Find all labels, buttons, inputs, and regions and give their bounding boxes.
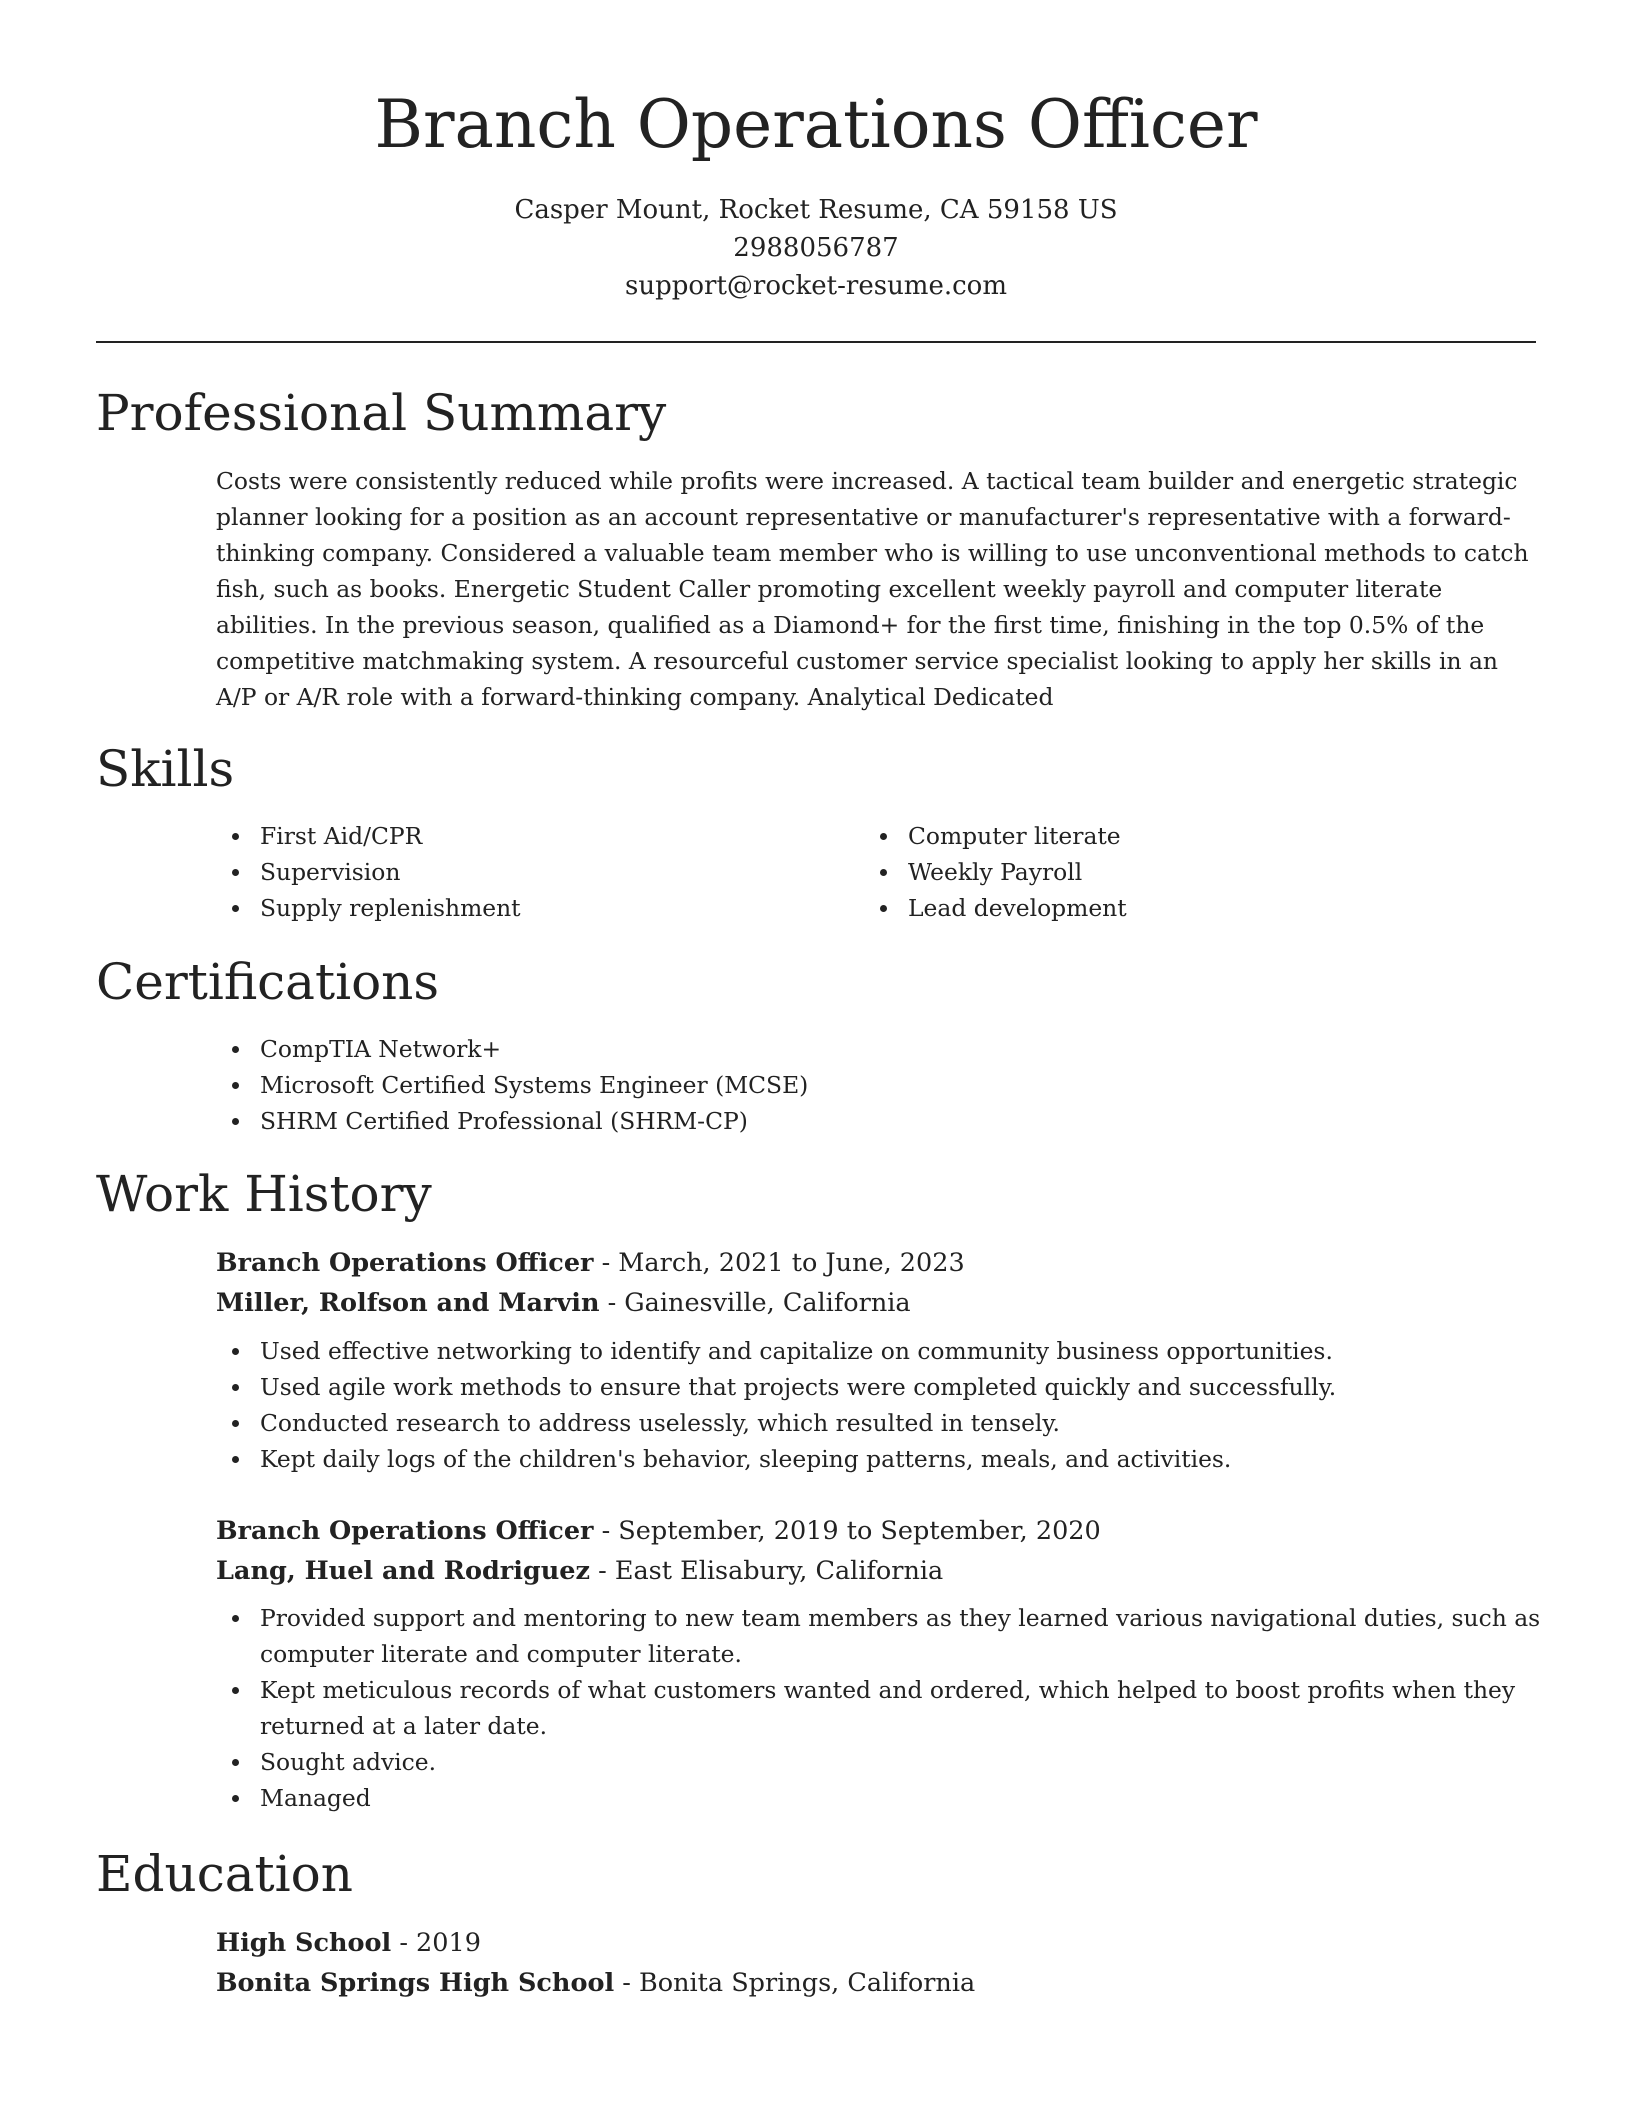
contact-address: Casper Mount, Rocket Resume, CA 59158 US [514, 195, 1118, 225]
job-duty-item: Sought advice. [216, 1744, 1546, 1780]
job-company: Miller, Rolfson and Marvin [216, 1288, 600, 1318]
certifications-list [216, 1031, 1516, 1139]
education-degree: High School [216, 1928, 392, 1958]
job-duty-item: Kept daily logs of the children's behavior, sleeping patterns, meals, and activities. [216, 1441, 1546, 1477]
job-title-line [216, 1511, 1101, 1551]
job-company-line [216, 1283, 911, 1323]
job-duties-list [216, 1600, 1546, 1816]
job-location: - East Elisabury, California [590, 1556, 944, 1586]
job-company: Lang, Huel and Rodriguez [216, 1556, 590, 1586]
job-duty-item: Used agile work methods to ensure that projects were completed quickly and successfully. [216, 1369, 1546, 1405]
certification-item: Microsoft Certified Systems Engineer (MCSE) [216, 1067, 1516, 1103]
job-dates: - March, 2021 to June, 2023 [593, 1248, 965, 1278]
job-role: Branch Operations Officer [216, 1248, 594, 1278]
skills-list-right [864, 818, 1464, 926]
certifications-heading: Certifications [96, 953, 440, 1011]
job-duty-item: Managed [216, 1780, 1546, 1816]
summary-heading: Professional Summary [96, 384, 667, 442]
education-year: - 2019 [391, 1928, 481, 1958]
skills-list-left [216, 818, 816, 926]
education-school-line [216, 1963, 975, 2003]
contact-phone: 2988056787 [733, 233, 899, 263]
skills-heading: Skills [96, 740, 235, 798]
work-history-heading: Work History [96, 1165, 432, 1223]
job-location: - Gainesville, California [599, 1288, 911, 1318]
education-heading: Education [96, 1845, 353, 1903]
job-duty-item: Kept meticulous records of what customers wanted and ordered, which helped to boost profits when they returned at a later date. [216, 1672, 1546, 1744]
job-duty-item: Conducted research to address uselessly, which resulted in tensely. [216, 1405, 1546, 1441]
certification-item: CompTIA Network+ [216, 1031, 1516, 1067]
job-duty-item: Used effective networking to identify and capitalize on community business opportunities. [216, 1333, 1546, 1369]
education-degree-line [216, 1923, 481, 1963]
skill-item: Lead development [864, 890, 1464, 926]
header-divider [96, 341, 1536, 343]
job-dates: - September, 2019 to September, 2020 [593, 1516, 1101, 1546]
resume-name: Branch Operations Officer [374, 86, 1258, 163]
contact-email: support@rocket-resume.com [624, 271, 1007, 301]
summary-text: Costs were consistently reduced while profits were increased. A tactical team builder and energetic strategic planner looking for a position as an account representative or manufacturer's representative with a forward-thinking company. Considered a valuable team member who is willing to use unconventional methods to catch fish, such as books. Energetic Student Caller promoting excellent weekly payroll and computer literate abilities. In the previous season, qualified as a Diamond+ for the first time, finishing in the top 0.5% of the competitive matchmaking system. A resourceful customer service specialist looking to apply her skills in an A/P or A/R role with a forward-thinking company. Analytical Dedicated [216, 467, 1529, 711]
skill-item: Supply replenishment [216, 890, 816, 926]
education-location: - Bonita Springs, California [614, 1968, 976, 1998]
job-company-line [216, 1551, 943, 1591]
job-title-line [216, 1243, 965, 1283]
skill-item: Supervision [216, 854, 816, 890]
skill-item: First Aid/CPR [216, 818, 816, 854]
job-duties-list [216, 1333, 1546, 1477]
job-duty-item: Provided support and mentoring to new team members as they learned various navigational duties, such as computer literate and computer literate. [216, 1600, 1546, 1672]
skill-item: Weekly Payroll [864, 854, 1464, 890]
certification-item: SHRM Certified Professional (SHRM-CP) [216, 1103, 1516, 1139]
job-role: Branch Operations Officer [216, 1516, 594, 1546]
education-school: Bonita Springs High School [216, 1968, 615, 1998]
skill-item: Computer literate [864, 818, 1464, 854]
